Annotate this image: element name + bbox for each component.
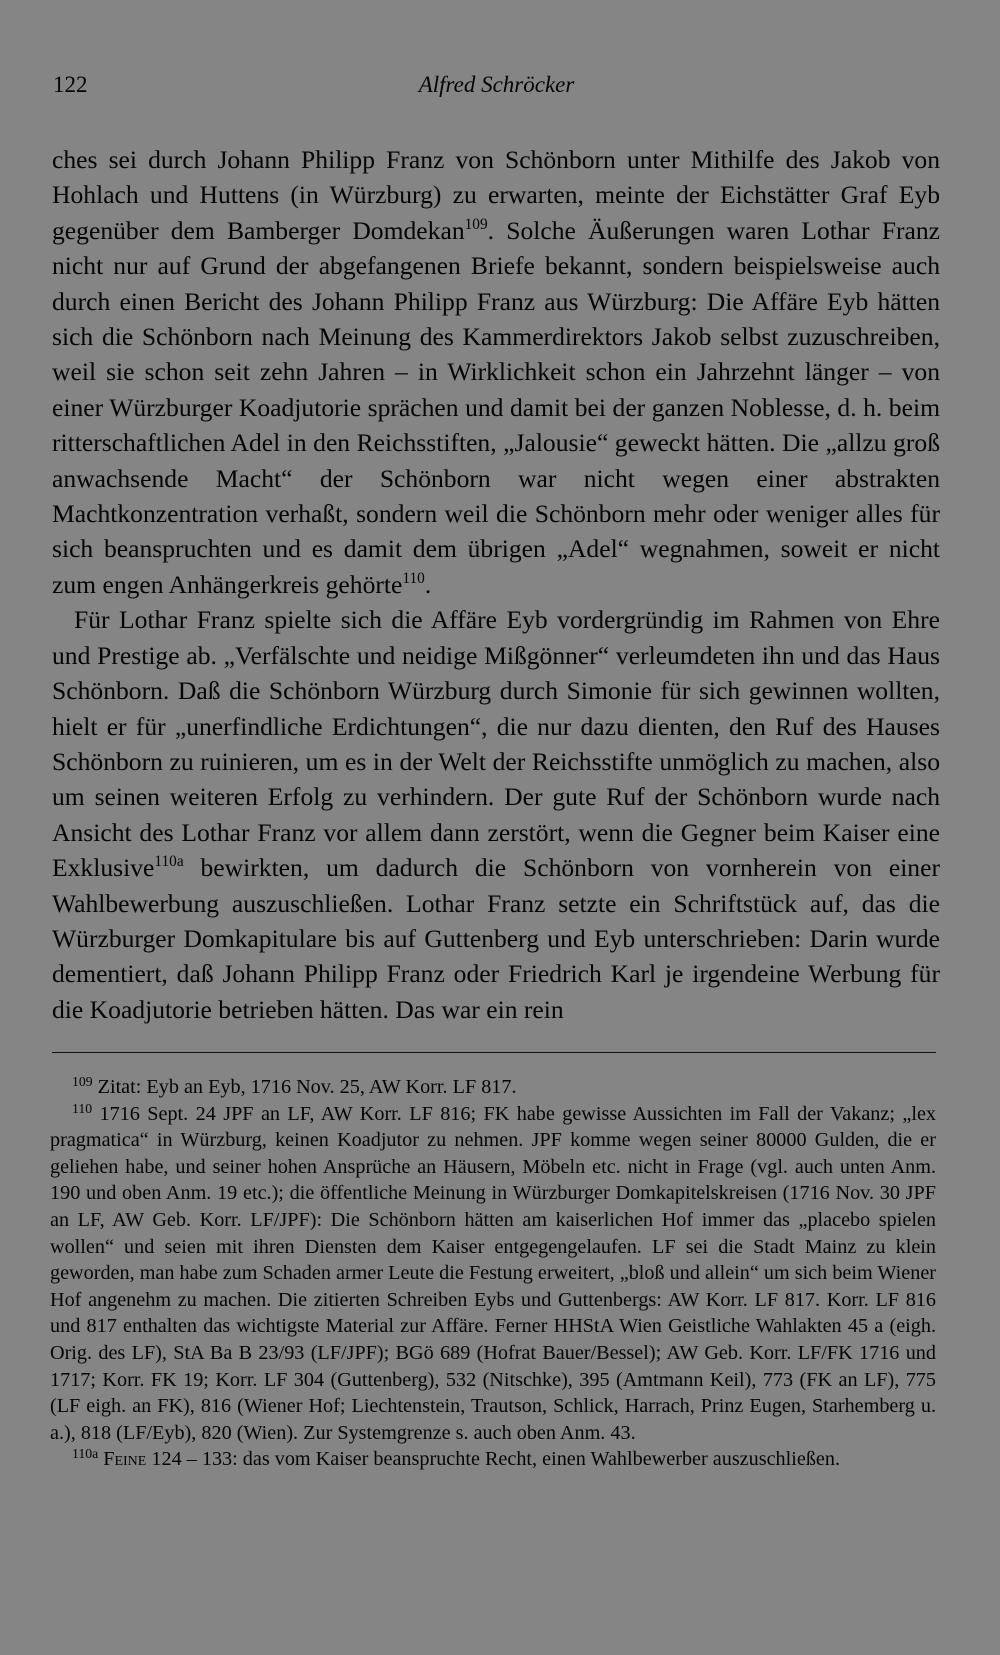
- page-number: 122: [53, 72, 88, 97]
- main-text: [52, 142, 940, 1027]
- paragraph-2-part-b: bewirkten, um dadurch die Schönborn von vornherein von einer Wahlbewerbung auszuschließen. Lothar Franz setzte ein Schriftstück auf, das die Würzburger Domkapitulare bis auf Guttenberg und Eyb unterschrieben: Darin wurde dementiert, daß Johann Philipp Franz oder Friedrich Karl je irgendeine Werbung für die Koadjutorie betrieben hätten. Das war ein rein: [52, 853, 940, 1024]
- footnote-author: Feine: [103, 1448, 147, 1471]
- footnote-text: Zitat: Eyb an Eyb, 1716 Nov. 25, AW Korr. LF 817.: [92, 1076, 517, 1098]
- footnote-number: 110a: [72, 1446, 99, 1462]
- footnote-110: [50, 1101, 936, 1447]
- paragraph-1-part-a: ches sei durch Johann Philipp Franz von Schönborn unter Mithilfe des Jakob von Hohlach und Huttens (in Würzburg) zu erwarten, meinte der Eichstätter Graf Eyb gegenüber dem Bamberger Domdekan: [52, 145, 940, 245]
- footnote-109: [50, 1074, 936, 1101]
- paragraph-2: [52, 602, 940, 1027]
- footnote-divider: [52, 1052, 936, 1053]
- footnotes: [50, 1074, 936, 1473]
- footnote-text: 1716 Sept. 24 JPF an LF, AW Korr. LF 816; FK habe gewisse Aussichten im Fall der Vakanz; „lex pragmatica“ in Würzburg, keinen Koadjutor zu nehmen. JPF komme wegen seiner 80000 Gulden, die er geliehen habe, und seiner hohen Ansprüche an Häusern, Möbeln etc. nicht in Frage (vgl. auch unten Anm. 190 und oben Anm. 19 etc.); die öffentliche Meinung in Würzburger Domkapitelskreisen (1716 Nov. 30 JPF an LF, AW Geb. Korr. LF/JPF): Die Schönborn hätten am kaiserlichen Hof immer das „placebo spielen wollen“ und seien mit ihren Diensten dem Kaiser entgegengelaufen. LF sei die Stadt Mainz zu klein geworden, man habe zum Schaden armer Leute die Festung erweitert, „bloß und allein“ um sich beim Wiener Hof angenehm zu machen. Die zitierten Schreiben Eybs und Guttenbergs: AW Korr. LF 817. Korr. LF 816 und 817 enthalten das wichtigste Material zur Affäre. Ferner HHStA Wien Geistliche Wahlakten 45 a (eigh. Orig. des LF), StA Ba B 23/93 (LF/JPF); BGö 689 (Hofrat Bauer/Bessel); AW Geb. Korr. LF/FK 1716 und 1717; Korr. FK 19; Korr. LF 304 (Guttenberg), 532 (Nitschke), 395 (Amtmann Keil), 773 (FK an LF), 775 (LF eigh. an FK), 816 (Wiener Hof; Liechtenstein, Trautson, Schlick, Harrach, Prinz Eugen, Starhemberg u. a.), 818 (LF/Eyb), 820 (Wien). Zur Systemgrenze s. auch oben Anm. 43.: [50, 1102, 936, 1444]
- paragraph-1-part-c: .: [424, 569, 432, 599]
- footnote-number: 110: [72, 1100, 93, 1116]
- running-head: Alfred Schröcker: [418, 72, 575, 97]
- footnote-ref-110[interactable]: 110: [402, 569, 425, 587]
- footnote-ref-110a[interactable]: 110a: [154, 853, 184, 871]
- footnote-110a: [50, 1446, 936, 1473]
- footnote-number: 109: [72, 1074, 93, 1090]
- footnote-text: 124 – 133: das vom Kaiser beanspruchte Recht, einen Wahlbewerber auszuschließen.: [146, 1448, 841, 1471]
- paragraph-1-part-b: . Solche Äußerungen waren Lothar Franz nicht nur auf Grund der abgefangenen Briefe bekannt, sondern beispielsweise auch durch einen Bericht des Johann Philipp Franz aus Würzburg: Die Affäre Eyb hätten sich die Schönborn nach Meinung des Kammerdirektors Jakob selbst zuzuschreiben, weil sie schon seit zehn Jahren – in Wirklichkeit schon ein Jahrzehnt länger – von einer Würzburger Koadjutorie sprächen und damit bei der ganzen Noblesse, d. h. beim ritterschaftlichen Adel in den Reichsstiften, „Jalousie“ geweckt hätten. Die „allzu groß anwachsende Macht“ der Schönborn war nicht wegen einer abstrakten Machtkonzentration verhaßt, sondern weil die Schönborn mehr oder weniger alles für sich beanspruchten und es damit dem übrigen „Adel“ wegnahmen, soweit er nicht zum engen Anhängerkreis gehörte: [52, 215, 940, 599]
- paragraph-1: [52, 142, 940, 602]
- page-header: [53, 66, 940, 106]
- paragraph-2-part-a: Für Lothar Franz spielte sich die Affäre Eyb vordergründig im Rahmen von Ehre und Prestige ab. „Verfälschte und neidige Mißgönner“ verleumdeten ihn und das Haus Schönborn. Daß die Schönborn Würzburg durch Simonie für sich gewinnen wollten, hielt er für „unerfindliche Erdichtungen“, die nur dazu dienten, den Ruf des Hauses Schönborn zu ruinieren, um es in der Welt der Reichsstifte unmöglich zu machen, also um seinen weiteren Erfolg zu verhindern. Der gute Ruf der Schönborn wurde nach Ansicht des Lothar Franz vor allem dann zerstört, wenn die Gegner beim Kaiser eine Exklusive: [52, 605, 940, 883]
- footnote-ref-109[interactable]: 109: [464, 215, 488, 233]
